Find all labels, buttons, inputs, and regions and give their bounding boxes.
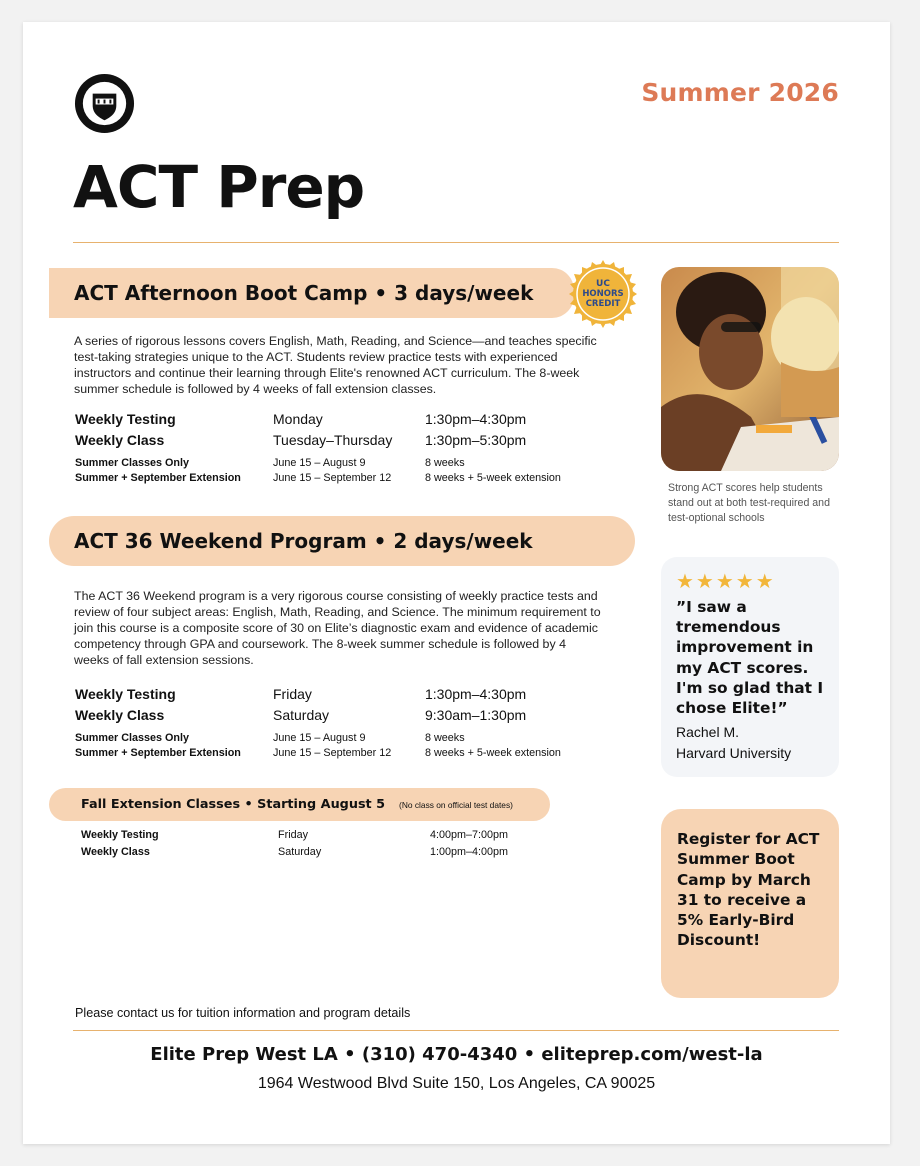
term-dates: June 15 – September 12 xyxy=(273,472,392,484)
bootcamp-schedule xyxy=(75,409,625,486)
schedule-row xyxy=(75,430,625,451)
early-bird-promo: Register for ACT Summer Boot Camp by March 31 to receive a 5% Early-Bird Discount! xyxy=(661,809,839,998)
fall-schedule xyxy=(81,827,580,861)
schedule-row xyxy=(75,684,625,705)
schedule-time: 4:00pm–7:00pm xyxy=(430,829,509,841)
testimonial-author: Rachel M. xyxy=(676,724,740,741)
footer-divider xyxy=(73,1030,839,1031)
weekend-schedule xyxy=(75,684,625,761)
term-length: 8 weeks xyxy=(425,732,465,744)
schedule-days: Monday xyxy=(273,411,323,427)
badge-line3: CREDIT xyxy=(585,299,621,309)
header-divider xyxy=(73,242,839,243)
testimonial-quote: ”I saw a tremendous improvement in my ACT scores. I'm so glad that I chose Elite!” xyxy=(676,598,824,718)
photo-caption: Strong ACT scores help students stand out at both test-required and test-optional schools xyxy=(668,482,830,524)
students-studying-photo xyxy=(661,267,839,471)
footer-contact-line[interactable]: Elite Prep West LA • (310) 470-4340 • eliteprep.com/west-la xyxy=(150,1044,763,1065)
badge-line2: HONORS xyxy=(582,289,624,299)
flyer-page xyxy=(23,22,890,1144)
testimonial-school: Harvard University xyxy=(676,745,792,762)
fall-heading-text: Fall Extension Classes • Starting August 5 xyxy=(81,797,386,812)
term-row xyxy=(75,731,625,746)
schedule-time: 9:30am–1:30pm xyxy=(425,707,527,723)
schedule-time: 1:30pm–5:30pm xyxy=(425,432,527,448)
schedule-label: Weekly Testing xyxy=(81,829,159,841)
term-label: Summer Classes Only xyxy=(75,457,190,469)
schedule-time: 1:00pm–4:00pm xyxy=(430,846,509,858)
badge-line1: UC xyxy=(596,279,610,289)
weekend-heading xyxy=(49,516,635,566)
schedule-row xyxy=(75,409,625,430)
fall-note: (No class on official test dates) xyxy=(399,799,513,810)
schedule-time: 1:30pm–4:30pm xyxy=(425,411,527,427)
term-row xyxy=(75,471,625,486)
term-length: 8 weeks xyxy=(425,457,465,469)
term-row xyxy=(75,456,625,471)
schedule-row xyxy=(75,705,625,726)
season-label: Summer 2026 xyxy=(641,78,839,107)
fall-heading xyxy=(49,788,550,821)
contact-note: Please contact us for tuition information and program details xyxy=(75,1006,411,1020)
schedule-row xyxy=(81,827,580,844)
testimonial-card xyxy=(661,557,839,777)
term-dates: June 15 – August 9 xyxy=(273,732,366,744)
shield-logo-icon xyxy=(73,72,136,135)
schedule-label: Weekly Class xyxy=(75,707,165,723)
uc-honors-credit-badge xyxy=(568,259,638,329)
term-length: 8 weeks + 5-week extension xyxy=(425,747,561,759)
schedule-label: Weekly Testing xyxy=(75,686,176,702)
bootcamp-heading xyxy=(49,268,574,318)
term-dates: June 15 – August 9 xyxy=(273,457,366,469)
term-label: Summer + September Extension xyxy=(75,472,241,484)
schedule-days: Friday xyxy=(278,829,308,841)
schedule-row xyxy=(81,844,580,861)
schedule-days: Saturday xyxy=(273,707,330,723)
weekend-description: The ACT 36 Weekend program is a very rigorous course consisting of weekly practice tests and review of four subject areas: English, Math, Reading, and Science. The minimum requirement to join this course is a composite score of 30 on Elite’s diagnostic exam and evidence of academic competency through GPA and coursework. The 8-week summer schedule is followed by 4 weeks of fall extension sessions. xyxy=(74,589,601,667)
schedule-time: 1:30pm–4:30pm xyxy=(425,686,527,702)
bootcamp-heading-text: ACT Afternoon Boot Camp • 3 days/week xyxy=(74,281,534,305)
rating-stars-icon: ★★★★★ xyxy=(676,571,776,593)
schedule-label: Weekly Class xyxy=(75,432,165,448)
bootcamp-description: A series of rigorous lessons covers English, Math, Reading, and Science—and teaches specific test-taking strategies unique to the ACT. Students review practice tests with experienced instructors and continue their learning through Elite's renowned ACT curriculum. The 8-week summer schedule is followed by 4 weeks of fall extension classes. xyxy=(74,334,597,396)
page-title: ACT Prep xyxy=(73,153,365,221)
schedule-days: Friday xyxy=(273,686,312,702)
term-length: 8 weeks + 5-week extension xyxy=(425,472,561,484)
weekend-heading-text: ACT 36 Weekend Program • 2 days/week xyxy=(74,529,533,553)
term-label: Summer Classes Only xyxy=(75,732,190,744)
term-dates: June 15 – September 12 xyxy=(273,747,392,759)
schedule-label: Weekly Class xyxy=(81,846,150,858)
schedule-days: Saturday xyxy=(278,846,322,858)
footer-address: 1964 Westwood Blvd Suite 150, Los Angeles, CA 90025 xyxy=(257,1075,656,1092)
schedule-label: Weekly Testing xyxy=(75,411,176,427)
schedule-days: Tuesday–Thursday xyxy=(273,432,393,448)
term-label: Summer + September Extension xyxy=(75,747,241,759)
term-row xyxy=(75,746,625,761)
